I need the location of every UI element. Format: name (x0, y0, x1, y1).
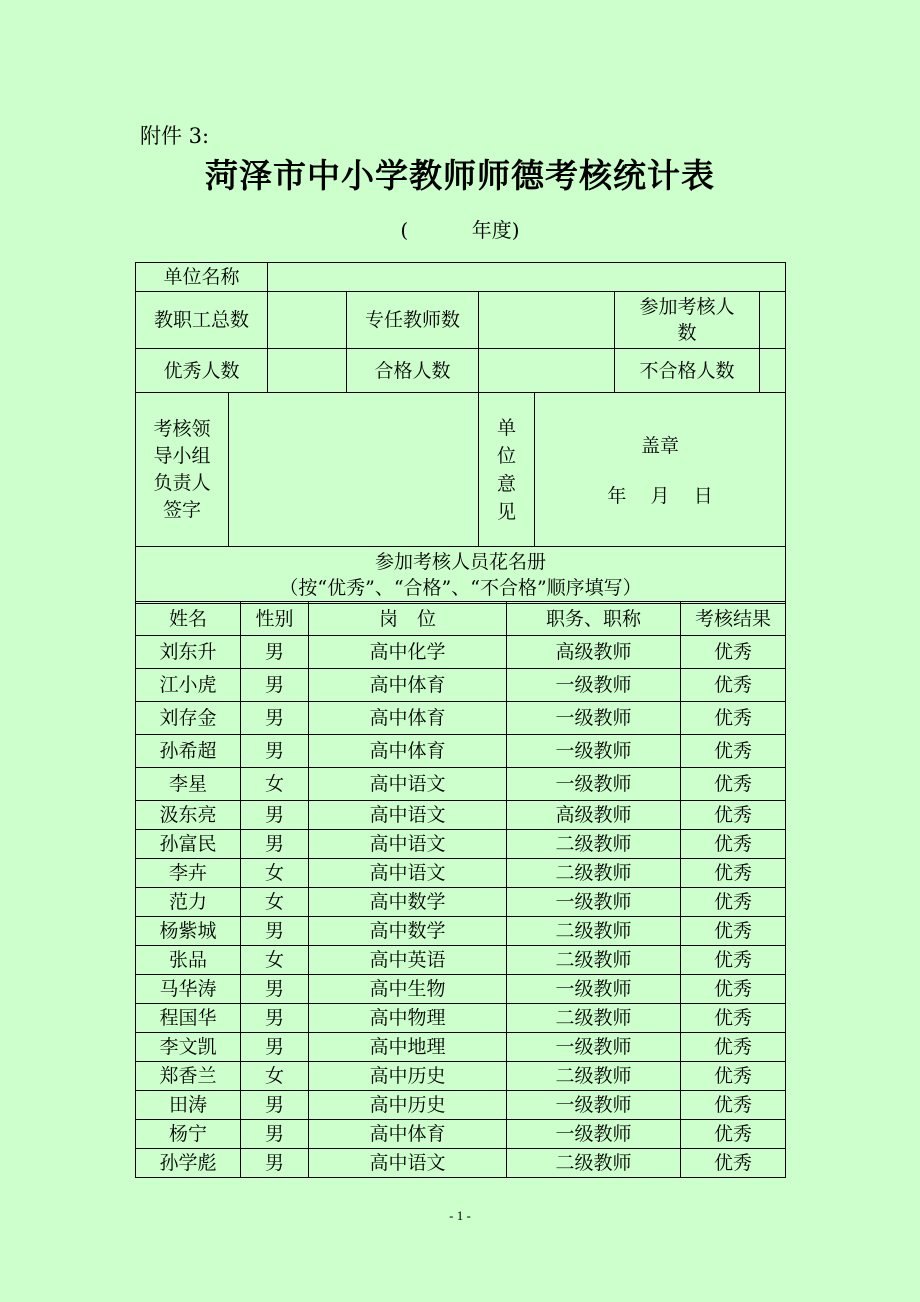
cell-title[interactable]: 一级教师 (507, 1091, 681, 1120)
cell-name[interactable]: 李文凯 (136, 1033, 241, 1062)
cell-result[interactable]: 优秀 (681, 1149, 786, 1178)
table-row (136, 1062, 786, 1091)
cell-gender[interactable]: 男 (241, 1004, 309, 1033)
header-result: 考核结果 (681, 602, 786, 636)
attachment-label: 附件 3: (140, 124, 210, 148)
table-row (136, 917, 786, 946)
table-row (136, 1120, 786, 1149)
cell-result[interactable]: 优秀 (681, 801, 786, 830)
table-row (136, 975, 786, 1004)
cell-title[interactable]: 二级教师 (507, 1149, 681, 1178)
excellent-field[interactable] (268, 349, 347, 393)
cell-title[interactable]: 一级教师 (507, 1033, 681, 1062)
cell-position[interactable]: 高中体育 (309, 735, 507, 768)
cell-name[interactable]: 孙希超 (136, 735, 241, 768)
table-row (136, 636, 786, 669)
cell-result[interactable]: 优秀 (681, 917, 786, 946)
cell-position[interactable]: 高中语文 (309, 768, 507, 801)
cell-name[interactable]: 江小虎 (136, 669, 241, 702)
cell-title[interactable]: 二级教师 (507, 946, 681, 975)
cell-name[interactable]: 李星 (136, 768, 241, 801)
qualified-label: 合格人数 (347, 349, 479, 393)
cell-title[interactable]: 一级教师 (507, 702, 681, 735)
cell-gender[interactable]: 男 (241, 669, 309, 702)
year-line: ( 年度) (400, 218, 520, 242)
header-title: 职务、职称 (507, 602, 681, 636)
cell-name[interactable]: 李卉 (136, 859, 241, 888)
unit-name-field[interactable] (268, 263, 786, 292)
participants-label: 参加考核人数 (615, 292, 760, 349)
cell-name[interactable]: 刘东升 (136, 636, 241, 669)
cell-gender[interactable]: 女 (241, 768, 309, 801)
excellent-label: 优秀人数 (136, 349, 268, 393)
roster-title: 参加考核人员花名册 (375, 551, 547, 573)
cell-gender[interactable]: 男 (241, 801, 309, 830)
unqualified-label: 不合格人数 (615, 349, 760, 393)
unit-opinion-label: 单位意见 (479, 393, 535, 547)
cell-title[interactable]: 一级教师 (507, 669, 681, 702)
cell-title[interactable]: 高级教师 (507, 636, 681, 669)
cell-gender[interactable]: 男 (241, 636, 309, 669)
roster-note: （按“优秀”、“合格”、“不合格”顺序填写） (279, 577, 642, 599)
cell-position[interactable]: 高中数学 (309, 888, 507, 917)
cell-gender[interactable]: 男 (241, 830, 309, 859)
cell-name[interactable]: 马华涛 (136, 975, 241, 1004)
cell-position[interactable]: 高中体育 (309, 702, 507, 735)
table-row (136, 1033, 786, 1062)
seal-text: 盖章 (641, 435, 680, 457)
header-name: 姓名 (136, 602, 241, 636)
cell-name[interactable]: 汲东亮 (136, 801, 241, 830)
cell-gender[interactable]: 女 (241, 859, 309, 888)
cell-result[interactable]: 优秀 (681, 888, 786, 917)
cell-result[interactable]: 优秀 (681, 1004, 786, 1033)
cell-result[interactable]: 优秀 (681, 636, 786, 669)
cell-name[interactable]: 张品 (136, 946, 241, 975)
cell-title[interactable]: 二级教师 (507, 1004, 681, 1033)
cell-position[interactable]: 高中地理 (309, 1033, 507, 1062)
cell-result[interactable]: 优秀 (681, 735, 786, 768)
full-time-teachers-label: 专任教师数 (347, 292, 479, 349)
table-row (136, 735, 786, 768)
cell-position[interactable]: 高中语文 (309, 801, 507, 830)
cell-gender[interactable]: 男 (241, 702, 309, 735)
cell-title[interactable]: 二级教师 (507, 830, 681, 859)
cell-position[interactable]: 高中化学 (309, 636, 507, 669)
table-row (136, 1004, 786, 1033)
cell-result[interactable]: 优秀 (681, 1091, 786, 1120)
cell-gender[interactable]: 男 (241, 1091, 309, 1120)
cell-position[interactable]: 高中体育 (309, 1120, 507, 1149)
table-row (136, 702, 786, 735)
unit-opinion-field[interactable] (535, 393, 786, 547)
unit-name-label: 单位名称 (136, 263, 268, 292)
cell-position[interactable]: 高中体育 (309, 669, 507, 702)
total-staff-label: 教职工总数 (136, 292, 268, 349)
table-row (136, 801, 786, 830)
cell-name[interactable]: 田涛 (136, 1091, 241, 1120)
cell-result[interactable]: 优秀 (681, 702, 786, 735)
total-staff-field[interactable] (268, 292, 347, 349)
cell-name[interactable]: 杨紫城 (136, 917, 241, 946)
cell-name[interactable]: 刘存金 (136, 702, 241, 735)
cell-gender[interactable]: 男 (241, 1149, 309, 1178)
cell-position[interactable]: 高中语文 (309, 830, 507, 859)
cell-title[interactable]: 一级教师 (507, 735, 681, 768)
cell-gender[interactable]: 女 (241, 946, 309, 975)
cell-result[interactable]: 优秀 (681, 1062, 786, 1091)
participants-field[interactable] (760, 292, 786, 349)
cell-title[interactable]: 一级教师 (507, 888, 681, 917)
table-row (136, 888, 786, 917)
cell-title[interactable]: 高级教师 (507, 801, 681, 830)
cell-name[interactable]: 郑香兰 (136, 1062, 241, 1091)
header-position: 岗 位 (309, 602, 507, 636)
cell-gender[interactable]: 男 (241, 735, 309, 768)
cell-title[interactable]: 一级教师 (507, 975, 681, 1004)
cell-result[interactable]: 优秀 (681, 768, 786, 801)
cell-result[interactable]: 优秀 (681, 975, 786, 1004)
cell-position[interactable]: 高中语文 (309, 859, 507, 888)
qualified-field[interactable] (479, 349, 615, 393)
cell-position[interactable]: 高中物理 (309, 1004, 507, 1033)
cell-title[interactable]: 二级教师 (507, 1062, 681, 1091)
cell-name[interactable]: 程国华 (136, 1004, 241, 1033)
cell-result[interactable]: 优秀 (681, 859, 786, 888)
cell-result[interactable]: 优秀 (681, 1033, 786, 1062)
cell-title[interactable]: 一级教师 (507, 1120, 681, 1149)
cell-gender[interactable]: 男 (241, 1033, 309, 1062)
cell-name[interactable]: 孙学彪 (136, 1149, 241, 1178)
page-title: 菏泽市中小学教师师德考核统计表 (205, 156, 715, 195)
table-row (136, 768, 786, 801)
roster-heading (136, 547, 786, 604)
cell-position[interactable]: 高中历史 (309, 1062, 507, 1091)
table-row (136, 1149, 786, 1178)
cell-position[interactable]: 高中数学 (309, 917, 507, 946)
page-number: - 1 - (449, 1208, 471, 1223)
cell-result[interactable]: 优秀 (681, 1120, 786, 1149)
cell-position[interactable]: 高中英语 (309, 946, 507, 975)
roster-table (135, 601, 786, 1178)
cell-name[interactable]: 杨宁 (136, 1120, 241, 1149)
cell-gender[interactable]: 男 (241, 975, 309, 1004)
header-gender: 性别 (241, 602, 309, 636)
cell-position[interactable]: 高中语文 (309, 1149, 507, 1178)
table-row (136, 830, 786, 859)
cell-name[interactable]: 范力 (136, 888, 241, 917)
full-time-teachers-field[interactable] (479, 292, 615, 349)
cell-gender[interactable]: 男 (241, 917, 309, 946)
cell-gender[interactable]: 女 (241, 1062, 309, 1091)
cell-title[interactable]: 一级教师 (507, 768, 681, 801)
date-text: 年 月 日 (607, 485, 713, 507)
leader-sign-label: 考核领导小组负责人签字 (136, 393, 229, 547)
table-row (136, 669, 786, 702)
cell-gender[interactable]: 男 (241, 1120, 309, 1149)
cell-title[interactable]: 二级教师 (507, 859, 681, 888)
leader-sign-field[interactable] (229, 393, 479, 547)
cell-title[interactable]: 二级教师 (507, 917, 681, 946)
roster-header-row (136, 602, 786, 636)
cell-gender[interactable]: 女 (241, 888, 309, 917)
cell-position[interactable]: 高中历史 (309, 1091, 507, 1120)
unqualified-field[interactable] (760, 349, 786, 393)
table-row (136, 859, 786, 888)
cell-name[interactable]: 孙富民 (136, 830, 241, 859)
cell-result[interactable]: 优秀 (681, 669, 786, 702)
table-row (136, 1091, 786, 1120)
info-table (135, 262, 786, 604)
table-row (136, 946, 786, 975)
cell-result[interactable]: 优秀 (681, 830, 786, 859)
cell-position[interactable]: 高中生物 (309, 975, 507, 1004)
cell-result[interactable]: 优秀 (681, 946, 786, 975)
